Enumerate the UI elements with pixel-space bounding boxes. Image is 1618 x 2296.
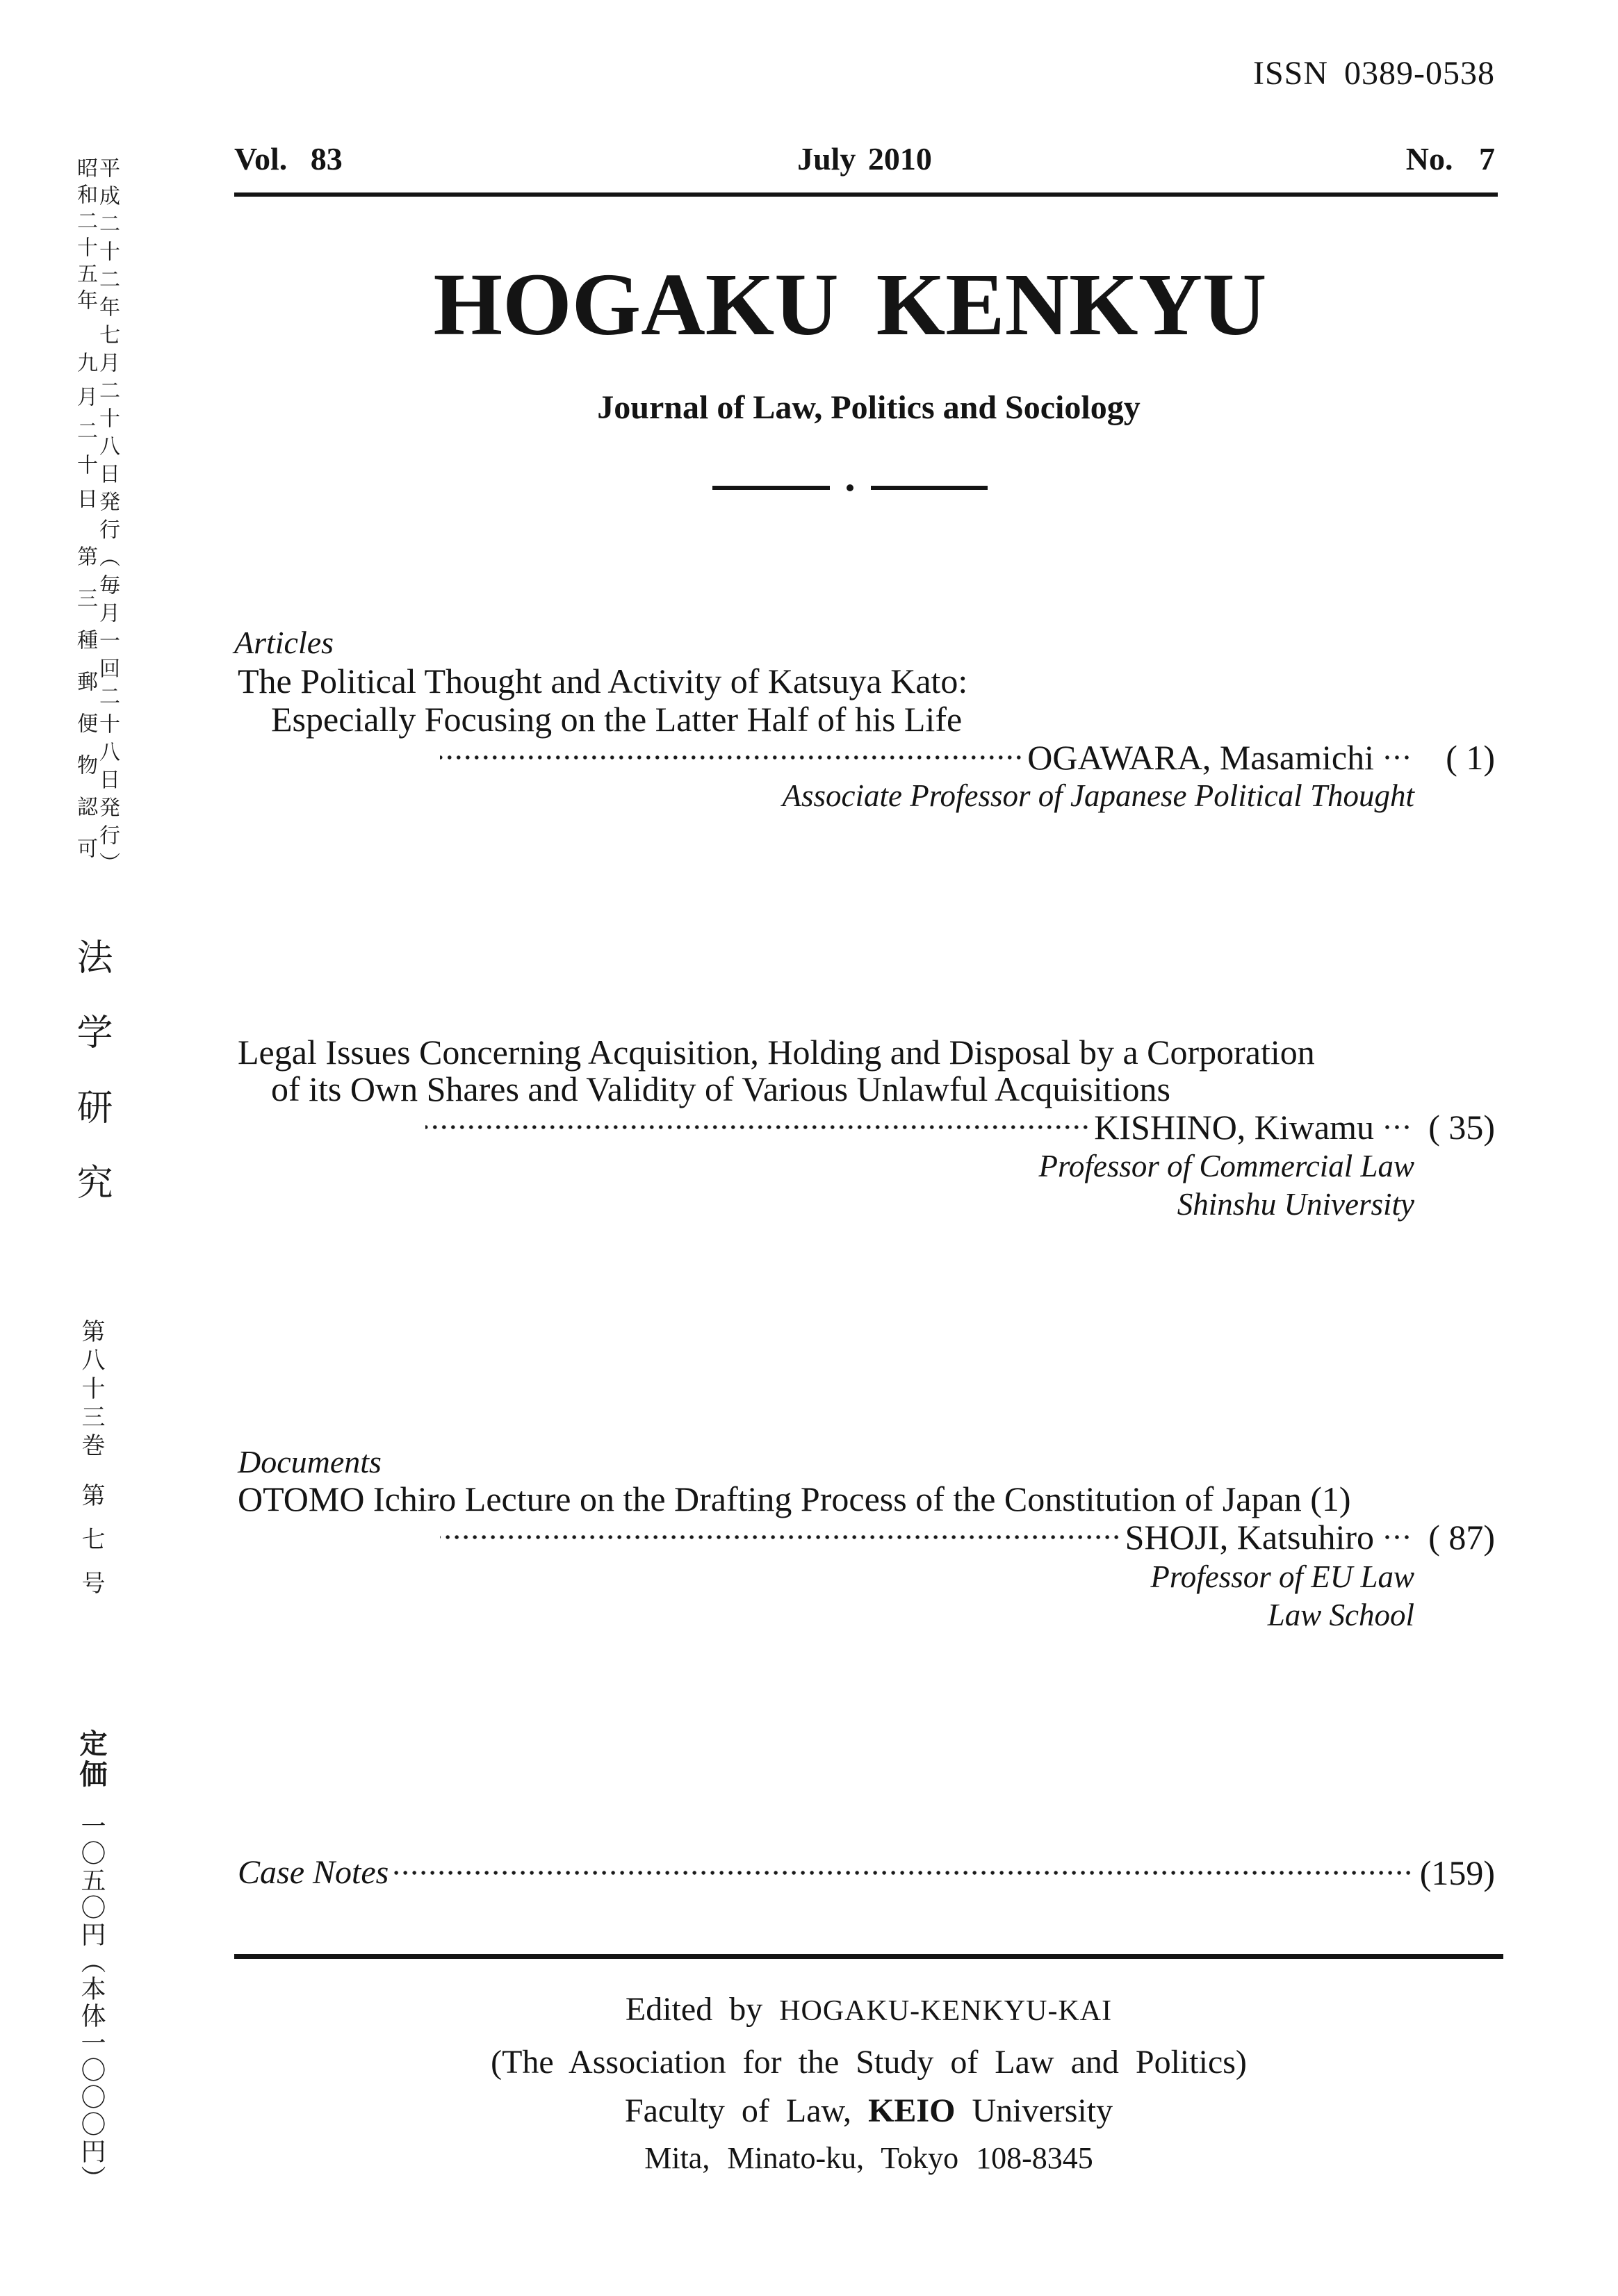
page-number: ( 35) [1428,1108,1495,1147]
spine-price-label: 定価 [75,1729,107,1790]
journal-title: HOGAKU KENKYU [433,255,1267,354]
spine-issue: 第七号 [77,1483,105,1614]
author-affiliation: Law School [1267,1598,1414,1632]
footer-rule [234,1954,1503,1959]
association-name: (The Association for the Study of Law and Politics) [491,2044,1247,2081]
issue-header [234,143,1495,177]
ornament-line-right [871,486,988,490]
spine-postal-note-date-year: 昭和二十五年 [73,157,97,315]
dot-leader [440,754,1023,761]
header-rule [234,192,1498,197]
spine-title-japanese: 法学研究 [70,938,112,1238]
issn: ISSN 0389-0538 [1252,55,1495,92]
author-affiliation: Shinshu University [1177,1187,1414,1222]
dot-leader [425,1124,1090,1131]
page-number: ( 1) [1446,738,1495,777]
dot-leader [440,1534,1121,1541]
spine-postal-note-permit: 第三種郵便物認可 [73,546,97,879]
journal-subtitle: Journal of Law, Politics and Sociology [597,389,1141,426]
author-name: OGAWARA, Masamichi [1027,738,1374,777]
dot-leader-short [1382,1534,1412,1541]
spine-price: 一〇五〇円（本体一〇〇〇円） [77,1813,106,2192]
author-affiliation: Professor of Commercial Law [1038,1149,1414,1183]
author-affiliation: Professor of EU Law [1150,1559,1414,1594]
dot-leader-short [1382,1124,1412,1131]
article-title-line: Legal Issues Concerning Acquisition, Holding and Disposal by a Corporation [238,1033,1315,1072]
toc-entry-row [440,740,1495,775]
section-heading-documents: Documents [238,1444,382,1479]
issue-number: No. 7 [1405,141,1495,177]
editor-name: HOGAKU-KENKYU-KAI [779,1995,1113,2027]
dot-leader-short [1382,754,1412,761]
toc-entry-row [440,1520,1495,1555]
faculty-line [234,2094,1503,2128]
spine-publication-note: 平成二十二年七月二十八日発行（毎月一回二十八日発行） [95,157,120,880]
article-title-line: of its Own Shares and Validity of Various Unlawful Acquisitions [271,1069,1170,1108]
page-number: ( 87) [1428,1518,1495,1557]
faculty-label: Faculty of Law, [624,2092,852,2129]
edited-by-label: Edited by [625,1991,763,2028]
university-name: KEIO [868,2092,956,2129]
page-number: (159) [1419,1853,1495,1892]
author-name: KISHINO, Kiwamu [1094,1108,1374,1147]
document-title-line: OTOMO Ichiro Lecture on the Drafting Process of the Constitution of Japan (1) [238,1479,1351,1518]
spine-volume: 第八十三巻 [77,1319,105,1461]
dot-leader [394,1869,1413,1876]
ornament-dot [847,484,853,491]
university-label: University [972,2092,1113,2129]
publisher-address: Mita, Minato-ku, Tokyo 108-8345 [644,2141,1093,2175]
article-title-line: Especially Focusing on the Latter Half of his Life [271,700,963,739]
ornament-line-left [712,486,830,490]
volume-label: Vol. 83 [234,141,343,177]
author-name: SHOJI, Katsuhiro [1125,1518,1374,1557]
toc-entry-row-case-notes [238,1855,1495,1890]
author-affiliation: Associate Professor of Japanese Political Thought [782,778,1414,813]
section-heading-articles: Articles [234,625,334,660]
edited-by-line [234,1993,1503,2028]
article-title-line: The Political Thought and Activity of Katsuya Kato: [238,662,968,700]
issue-date: July 2010 [797,141,932,177]
toc-entry-row [425,1110,1495,1145]
section-heading-case-notes: Case Notes [238,1854,389,1891]
spine-postal-note-date: 九月二十日 [73,352,97,522]
